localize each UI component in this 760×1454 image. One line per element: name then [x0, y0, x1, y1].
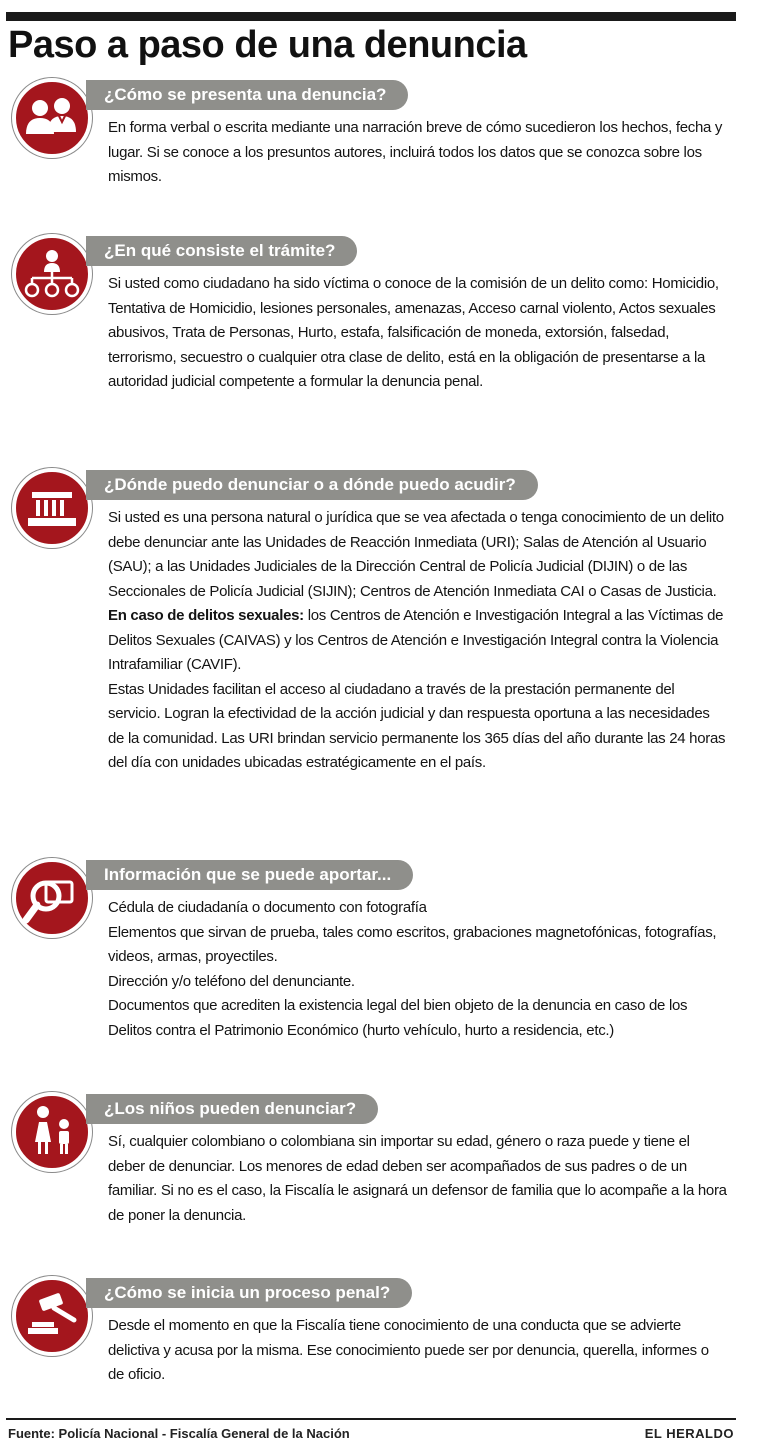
- page-title: Paso a paso de una denuncia: [8, 24, 527, 66]
- people-icon: [12, 78, 92, 158]
- section-body: [108, 1314, 728, 1388]
- section-heading: ¿En qué consiste el trámite?: [86, 236, 357, 266]
- org-chart-icon: [12, 234, 92, 314]
- bold-lead: En caso de delitos sexuales:: [108, 607, 304, 624]
- section-heading: ¿Los niños pueden denunciar?: [86, 1094, 378, 1124]
- section-body: [108, 506, 728, 776]
- section-body: [108, 116, 728, 190]
- paragraph: Dirección y/o teléfono del denunciante.: [108, 972, 355, 990]
- section-heading: ¿Cómo se inicia un proceso penal?: [86, 1278, 412, 1308]
- courthouse-icon: [12, 468, 92, 548]
- section-body: [108, 896, 728, 1043]
- family-icon: [12, 1092, 92, 1172]
- paragraph: Desde el momento en que la Fiscalía tiene conocimiento de una conducta que se advierte delictiva y acusa por la misma. Ese conocimiento puede ser por denuncia, querella, informes o de oficio.: [108, 1317, 709, 1383]
- brand-logo: EL HERALDO: [644, 1426, 734, 1441]
- gavel-icon: [12, 1276, 92, 1356]
- paragraph: [108, 604, 728, 678]
- paragraph-text: los Centros de Atención e Investigación Integral a las Víctimas de Delitos Sexuales (CAIVAS) y los Centros de Atención e Investigación Integral contra la Violencia Intrafamiliar (CAVIF).: [108, 607, 724, 673]
- source-credit: Fuente: Policía Nacional - Fiscalía General de la Nación: [8, 1426, 350, 1441]
- magnifier-icon: [12, 858, 92, 938]
- section-heading: Información que se puede aportar...: [86, 860, 413, 890]
- paragraph: Si usted como ciudadano ha sido víctima o conoce de la comisión de un delito como: Homicidio, Tentativa de Homicidio, lesiones personales, amenazas, Acceso carnal violento, Actos sexuales abusivos, Trata de Personas, Hurto, estafa, falsificación de moneda, extorsión, falsedad, terrorismo, secuestro o cualquier otra clase de delito, está en la obligación de presentarse a la autoridad judicial competente a formular la denuncia penal.: [108, 275, 719, 390]
- paragraph: Cédula de ciudadanía o documento con fotografía: [108, 899, 427, 916]
- paragraph: Si usted es una persona natural o jurídica que se vea afectada o tenga conocimiento de un delito debe denunciar ante las Unidades de Reacción Inmediata (URI); Salas de Atención al Usuario (SAU); a las Unidades Judiciales de la Dirección Central de Policía Judicial (DIJIN) o de las Seccionales de Policía Judicial (SIJIN); Centros de Atención Inmediata CAI o Casas de Justicia.: [108, 509, 724, 600]
- section-heading: ¿Cómo se presenta una denuncia?: [86, 80, 408, 110]
- section-body: [108, 1130, 728, 1228]
- paragraph: Estas Unidades facilitan el acceso al ciudadano a través de la prestación permanente del servicio. Logran la efectividad de la acción judicial y dan respuesta oportuna a las necesidades de la comunidad. Las URI brindan servicio permanente los 365 días del año durante las 24 horas del día con unidades ubicadas estratégicamente en el país.: [108, 680, 726, 771]
- paragraph: Elementos que sirvan de prueba, tales como escritos, grabaciones magnetofónicas, fotografías, videos, armas, proyectiles.: [108, 923, 717, 965]
- section-body: [108, 272, 728, 395]
- paragraph: Documentos que acrediten la existencia legal del bien objeto de la denuncia en caso de los Delitos contra el Patrimonio Económico (hurto vehículo, hurto a residencia, etc.): [108, 997, 688, 1039]
- section-heading: ¿Dónde puedo denunciar o a dónde puedo acudir?: [86, 470, 538, 500]
- paragraph: Sí, cualquier colombiano o colombiana sin importar su edad, género o raza puede y tiene el deber de denunciar. Los menores de edad deben ser acompañados de sus padres o de un familiar. Si no es el caso, la Fiscalía le asignará un defensor de familia que lo acompañe a la hora de poner la denuncia.: [108, 1133, 727, 1224]
- top-rule: [6, 12, 736, 21]
- paragraph: En forma verbal o escrita mediante una narración breve de cómo sucedieron los hechos, fecha y lugar. Si se conoce a los presuntos autores, incluirá todos los datos que se conozca sobre los mismos.: [108, 119, 723, 185]
- bottom-rule: [6, 1418, 736, 1420]
